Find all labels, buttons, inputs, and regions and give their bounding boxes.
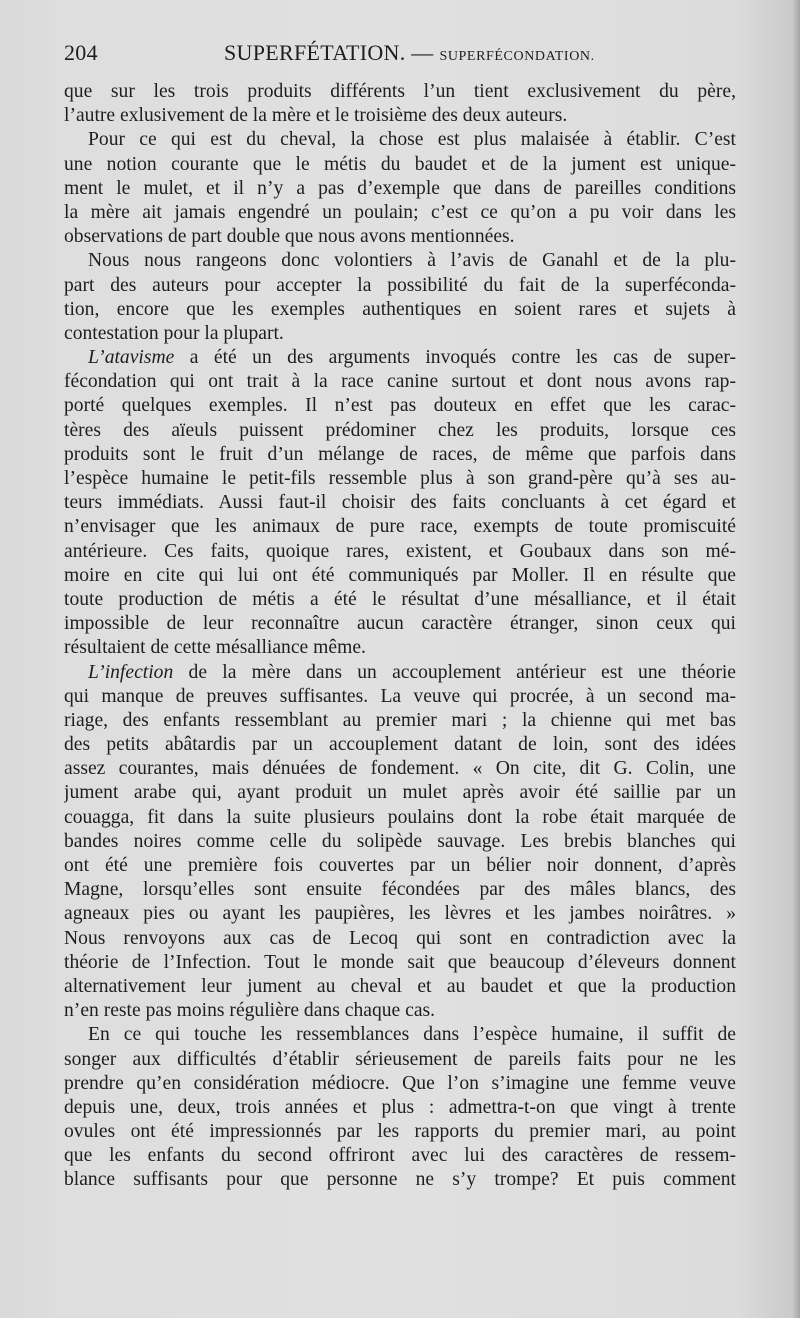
text-line: que les enfants du second offriront avec lui des caractères de ressem- (64, 1145, 736, 1167)
text-line: qui manque de preuves suffisantes. La veuve qui procrée, à un second ma- (64, 685, 736, 707)
text-line: tères des aïeuls puissent prédominer chez les produits, lorsque ces (64, 419, 736, 441)
text-line: part des auteurs pour accepter la possibilité du fait de la superféconda- (64, 274, 736, 296)
italic-term: L’atavisme (88, 347, 175, 369)
text-line: En ce qui touche les ressemblances dans l’espèce humaine, il suffit de (88, 1024, 736, 1046)
text-line: couagga, fit dans la suite plusieurs poulains dont la robe était marquée de (64, 806, 736, 828)
running-head-subtitle: SUPERFÉCONDATION. (439, 49, 595, 64)
text-line: Pour ce qui est du cheval, la chose est plus malaisée à établir. C’est (88, 129, 736, 151)
running-head (224, 40, 595, 66)
text-line: Nous nous rangeons donc volontiers à l’avis de Ganahl et de la plu- (88, 250, 736, 272)
text-line: songer aux difficultés d’établir sérieusement de pareils faits pour ne les (64, 1048, 736, 1070)
text-line: blance suffisants pour que personne ne s’y trompe? Et puis comment (64, 1169, 736, 1191)
text-line: L’infection de la mère dans un accouplement antérieur est une théorie (88, 661, 736, 683)
text-line: agneaux pies ou ayant les paupières, les lèvres et les jambes noirâtres. » (64, 903, 736, 925)
text-line: ovules ont été impressionnés par les rapports du premier mari, au point (64, 1121, 736, 1143)
text-line: bandes noires comme celle du solipède sauvage. Les brebis blanches qui (64, 830, 736, 852)
text-line: n’envisager que les animaux de pure race, exempts de toute promiscuité (64, 516, 736, 538)
text-line: depuis une, deux, trois années et plus : admettra-t-on que vingt à trente (64, 1096, 736, 1118)
text-line: prendre qu’en considération médiocre. Que l’on s’imagine une femme veuve (64, 1072, 736, 1094)
text-line: moire en cite qui lui ont été communiqués par Moller. Il en résulte que (64, 564, 736, 586)
text-line: toute production de métis a été le résultat d’une mésalliance, et il était (64, 588, 736, 610)
text-line: tion, encore que les exemples authentiques en soient rares et sujets à (64, 298, 736, 320)
text-line: l’autre exlusivement de la mère et le troisième des deux auteurs. (64, 105, 568, 127)
running-head-title: SUPERFÉTATION. — (224, 40, 434, 65)
text-line: n’en reste pas moins régulière dans chaque cas. (64, 1000, 436, 1022)
text-line: l’espèce humaine le petit-fils ressemble plus à son grand-père qu’à ses au- (64, 468, 736, 489)
text-line: théorie de l’Infection. Tout le monde sait que beaucoup d’éleveurs donnent (64, 951, 736, 973)
text-line: ment le mulet, et il n’y a pas d’exemple que dans de pareilles conditions (64, 177, 736, 199)
text-line: observations de part double que nous avons mentionnées. (64, 226, 515, 248)
text-line: jument arabe qui, ayant produit un mulet après avoir été saillie par un (64, 782, 736, 804)
text-line: que sur les trois produits différents l’un tient exclusivement du père, (64, 81, 736, 102)
text-line: riage, des enfants ressemblant au premier mari ; la chienne qui met bas (64, 709, 736, 731)
text-line: teurs immédiats. Aussi faut-il choisir des faits concluants à cet égard et (64, 492, 736, 514)
text-line: fécondation qui ont trait à la race canine surtout et dont nous avons rap- (64, 371, 736, 393)
text-line: résultaient de cette mésalliance même. (64, 637, 366, 659)
text-line: des petits abâtardis par un accouplement datant de loin, sont des idées (64, 734, 736, 756)
body-text (64, 80, 736, 1193)
page-header (64, 40, 736, 72)
italic-term: L’infection (88, 661, 174, 683)
text-line: ont été une première fois couvertes par un bélier noir donnent, d’après (64, 855, 736, 876)
text-line: la mère ait jamais engendré un poulain; c’est ce qu’on a pu voir dans les (64, 201, 736, 223)
text-line: assez courantes, mais dénuées de fondement. « On cite, dit G. Colin, une (64, 758, 736, 780)
text-line: Nous renvoyons aux cas de Lecoq qui sont en contradiction avec la (64, 927, 736, 949)
text-line: L’atavisme a été un des arguments invoqués contre les cas de super- (88, 347, 736, 369)
text-line: une notion courante que le métis du baudet et de la jument est unique- (64, 153, 736, 175)
text-line: produits sont le fruit d’un mélange de races, de même que parfois dans (64, 443, 736, 465)
text-line: porté quelques exemples. Il n’est pas douteux en effet que les carac- (64, 395, 736, 417)
text-line: antérieure. Ces faits, quoique rares, existent, et Goubaux dans son mé- (64, 540, 736, 562)
text-line: impossible de leur reconnaître aucun caractère étranger, sinon ceux qui (64, 613, 736, 635)
text-line: alternativement leur jument au cheval et au baudet et que la production (64, 975, 736, 997)
text-line: contestation pour la plupart. (64, 322, 284, 344)
page-number: 204 (64, 40, 98, 65)
text-line: Magne, lorsqu’elles sont ensuite fécondées par des mâles blancs, des (64, 879, 736, 901)
